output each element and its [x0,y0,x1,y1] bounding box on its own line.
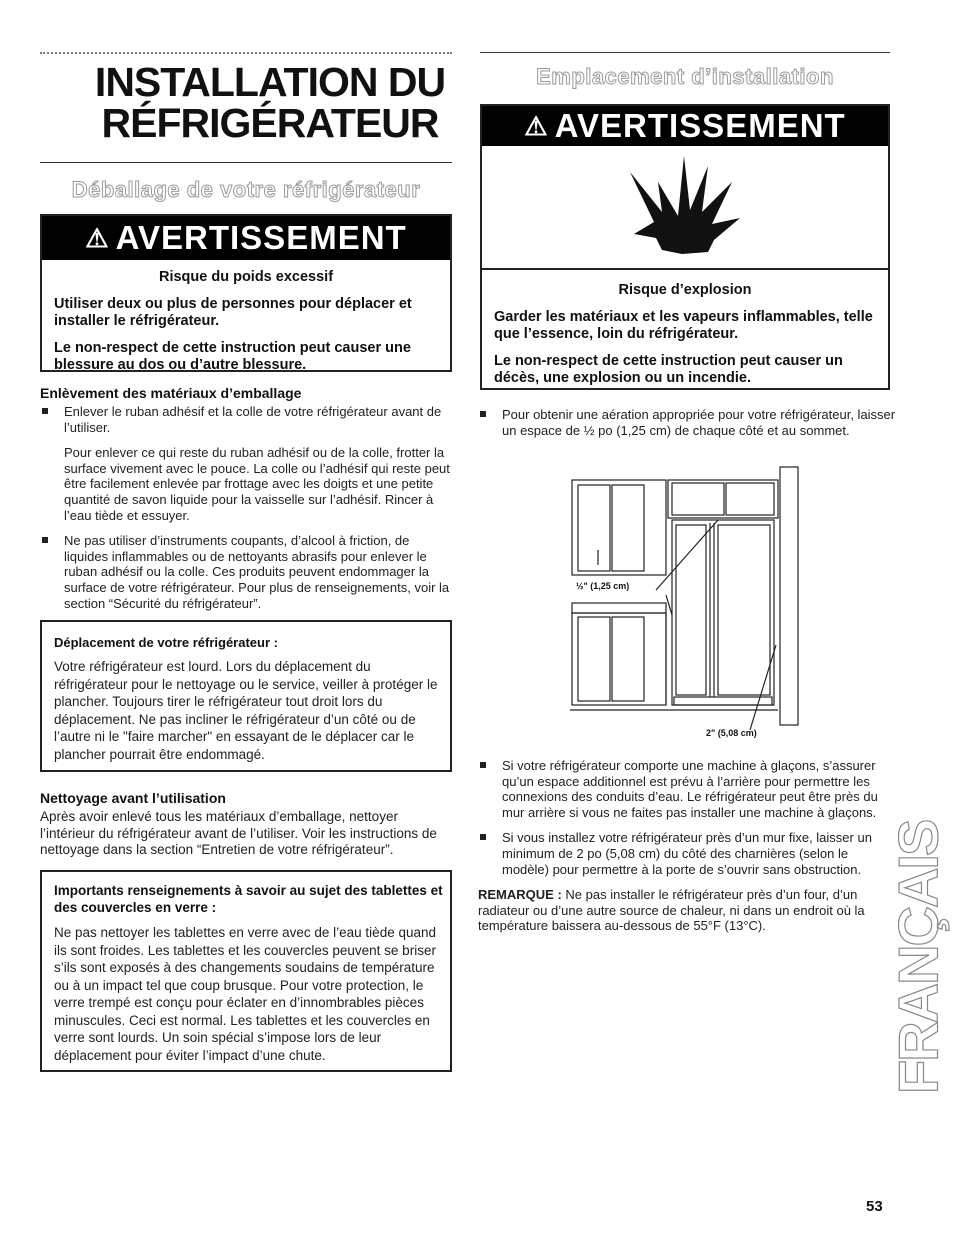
cleaning-heading: Nettoyage avant l’utilisation [40,790,226,806]
list-item [478,407,912,438]
shelves-text: Ne pas nettoyer les tablettes en verre avec de l’eau tiède quand ils sont froides. Les tablettes et les couvercles peuvent se briser s’ils sont exposés à des changements soudains de température ou à un impact tel que coup brusque. Pour votre protection, le verre trempé est conçu pour éclater en d’innombrables pièces minuscules. Ceci est normal. Les tablettes et les couvercles en verre sont lourds. Un soin spécial s’impose lors de leur déplacement pour éviter l’impact d’une chute. [54,925,436,1063]
list-item [40,404,452,523]
warning-banner [482,106,888,146]
moving-box [40,620,452,772]
bullet-icon [480,834,486,840]
warning-box-explosion [480,104,890,390]
note [478,887,890,934]
warning-text [482,270,888,387]
right-body [478,758,890,944]
dimension-half-inch: ½" (1,25 cm) [576,581,630,591]
bullet-icon [480,411,486,417]
warning-instruction: Utiliser deux ou plus de personnes pour déplacer et installer le réfrigérateur. [54,296,412,329]
warning-consequence: Le non-respect de cette instruction peut causer une blessure au dos ou d’autre blessure. [54,340,411,373]
moving-title: Déplacement de votre réfrigérateur : [54,635,278,650]
warning-banner [42,216,450,260]
warning-consequence: Le non-respect de cette instruction peut causer un décès, une explosion ou un incendie. [494,353,843,386]
title-line1: INSTALLATION DU [94,59,446,105]
warning-hazard: Risque d’explosion [618,282,752,298]
clearance-text: Pour obtenir une aération appropriée pour votre réfrigérateur, laisser un espace de ½ po (1,25 cm) de chaque côté et au sommet. [502,407,896,438]
wall-text: Si vous installez votre réfrigérateur près d’un mur fixe, laisser un minimum de 2 po (5,08 cm) du côté des charnières (selon le modèle) pour permettre à la porte de s’ouvrir sans obstruction. [502,830,872,877]
bullet-icon [42,537,48,543]
bullet-icon [42,408,48,414]
page-number: 53 [866,1198,883,1215]
warning-triangle-icon: ⚠ [524,110,549,141]
clearance-diagram [570,465,810,745]
removal-body [40,404,452,621]
shelves-title: Importants renseignements à savoir au sujet des tablettes et des couvercles en verre : [54,883,443,915]
note-label: REMARQUE : [478,887,562,903]
warning-hazard: Risque du poids excessif [158,269,334,285]
list-item [478,830,890,877]
top-rule-left [40,52,452,54]
removal-bullet1-para2: Pour enlever ce qui reste du ruban adhésif ou de la colle, frotter la surface vivement avec le pouce. La colle ou l’adhésif qui reste peut être facilement enlevée par frottage avec les doigts et une petite quantité de savon liquide pour la vaisselle sur l’adhésif. Rincer à l’eau tiède et essuyer. [64,445,450,523]
warning-banner-label: AVERTISSEMENT [115,219,407,256]
explosion-icon [482,146,888,270]
warning-box-weight [40,214,452,372]
dimension-two-inch: 2" (5,08 cm) [706,728,757,738]
removal-bullet1: Enlever le ruban adhésif et la colle de votre réfrigérateur avant de l’utiliser. [64,404,442,435]
warning-banner-label: AVERTISSEMENT [554,107,846,144]
list-item [40,533,452,611]
section-heading-unpacking: Déballage de votre réfrigérateur [71,177,421,202]
warning-instruction: Garder les matériaux et les vapeurs inflammables, telle que l’essence, loin du réfrigérateur. [494,309,873,342]
section-heading-location: Emplacement d’installation [536,64,834,89]
shelves-box [40,870,452,1072]
bullet-icon [480,762,486,768]
list-item [478,758,890,820]
title-line2: RÉFRIGÉRATEUR [101,100,439,146]
language-side-tab: FRANÇAIS [886,820,950,1094]
moving-text: Votre réfrigérateur est lourd. Lors du déplacement du réfrigérateur pour le nettoyage ou le service, veiller à protéger le plancher. Toujours tirer le réfrigérateur tout droit lors du déplacement. Ne pas incliner le réfrigérateur d’un côté ou de l’autre ni le "faire marcher" en essayant de le déplacer car le plancher pourrait être endommagé. [54,659,438,762]
removal-heading: Enlèvement des matériaux d’emballage [40,385,302,401]
warning-triangle-icon: ⚠ [85,222,110,253]
warning-text [42,260,450,374]
page-title [85,59,455,146]
icemaker-text: Si votre réfrigérateur comporte une machine à glaçons, s’assurer qu’un espace additionnel est prévu à l’arrière pour permettre les connexions des conduits d’eau. Le réfrigérateur peut être près du mur arrière si vous ne faites pas installer une machine à glaçons. [502,758,878,820]
top-rule-right [480,52,890,53]
cleaning-text: Après avoir enlevé tous les matériaux d’emballage, nettoyer l’intérieur du réfrigérateur avant de l’utiliser. Voir les instructions de nettoyage dans la section “Entretien de votre réfrigérateur”. [40,809,437,857]
removal-bullet2: Ne pas utiliser d’instruments coupants, d’alcool à friction, de liquides inflammables ou de nettoyants abrasifs pour enlever le ruban adhésif ou la colle. Ces produits peuvent endommager la surface de votre réfrigérateur. Pour plus de renseignements, voir la section “Sécurité du réfrigérateur”. [64,533,450,611]
note-text: Ne pas installer le réfrigérateur près d’un four, d’un radiateur ou d’une autre source de chaleur, ni dans un endroit où la température baissera au-dessous de 55°F (13°C). [478,887,865,934]
title-rule [40,162,452,163]
